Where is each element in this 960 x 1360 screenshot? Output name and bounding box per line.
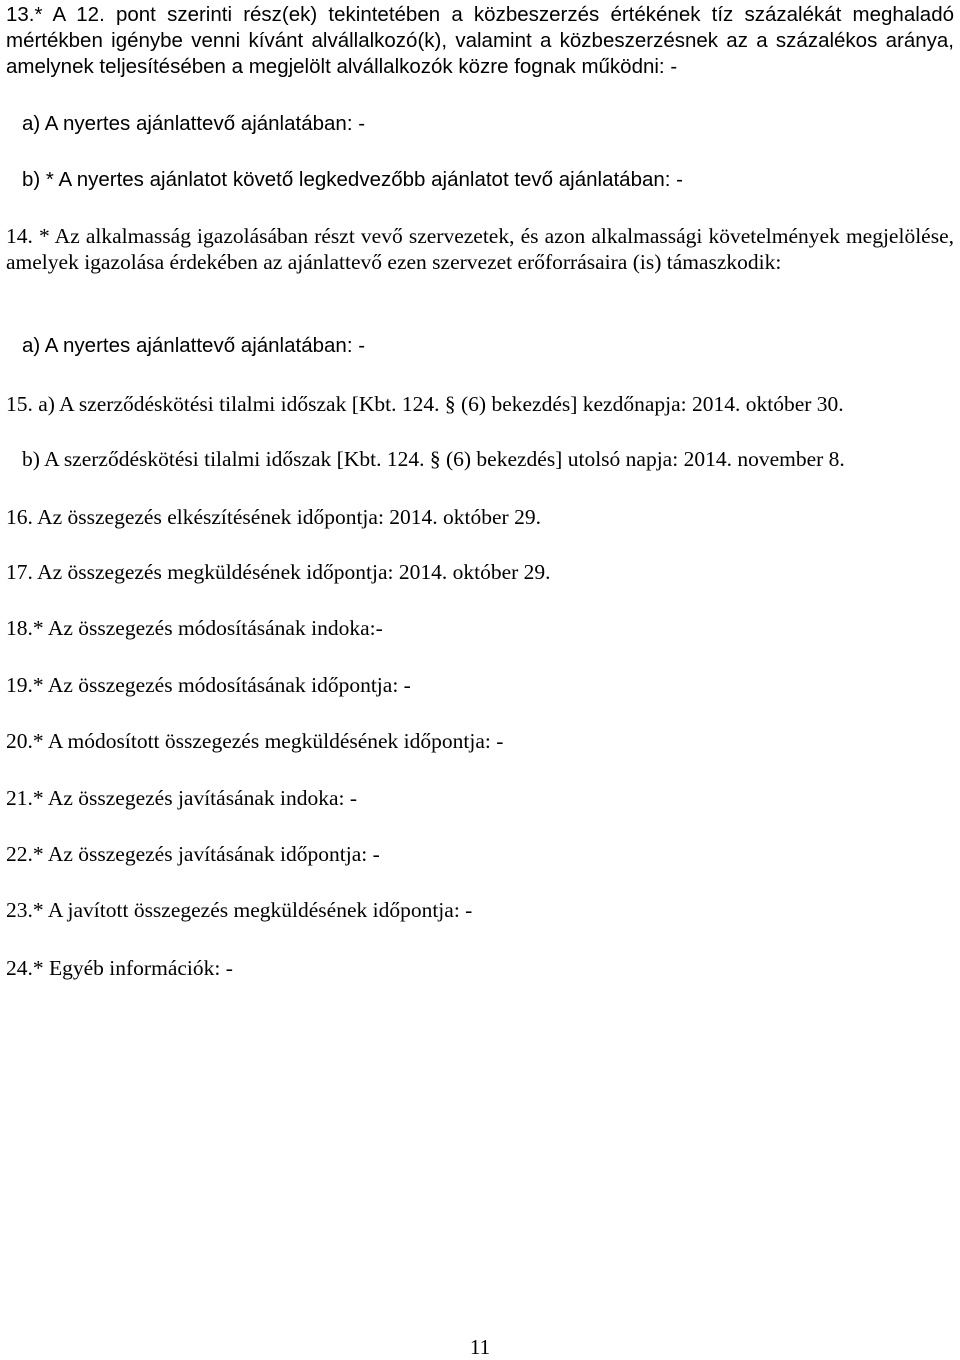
item-18: 18.* Az összegezés módosításának indoka:- bbox=[6, 616, 383, 640]
item-23: 23.* A javított összegezés megküldésének időpontja: - bbox=[6, 898, 473, 922]
item-13-b: b) * A nyertes ajánlatot követő legkedvezőbb ajánlatot tevő ajánlatában: - bbox=[22, 168, 684, 191]
item-14-a: a) A nyertes ajánlattevő ajánlatában: - bbox=[22, 334, 366, 357]
item-16: 16. Az összegezés elkészítésének időpontja: 2014. október 29. bbox=[6, 505, 541, 529]
item-15-a: 15. a) A szerződéskötési tilalmi időszak [Kbt. 124. § (6) bekezdés] kezdőnapja: 2014. október 30. bbox=[6, 392, 844, 416]
item-24: 24.* Egyéb információk: - bbox=[6, 956, 233, 980]
item-13-text: 13.* A 12. pont szerinti rész(ek) tekintetében a közbeszerzés értékének tíz százalékát meghaladó mértékben igénybe venni kívánt alvállalkozó(k), valamint a közbeszerzésnek az a százalékos aránya, amelynek teljesítésében a megjelölt alvállalkozók közre fognak működni: - bbox=[6, 3, 954, 78]
item-22: 22.* Az összegezés javításának időpontja: - bbox=[6, 842, 380, 866]
item-21: 21.* Az összegezés javításának indoka: - bbox=[6, 786, 358, 810]
item-14-text: 14. * Az alkalmasság igazolásában részt vevő szervezetek, és azon alkalmassági követelmények megjelölése, amelyek igazolása érdekében az ajánlattevő ezen szervezet erőforrásaira (is) támaszkodik: bbox=[6, 224, 954, 274]
item-15-b: b) A szerződéskötési tilalmi időszak [Kbt. 124. § (6) bekezdés] utolsó napja: 2014. november 8. bbox=[22, 447, 845, 471]
item-17: 17. Az összegezés megküldésének időpontja: 2014. október 29. bbox=[6, 560, 551, 584]
page-number: 11 bbox=[469, 1335, 491, 1359]
item-19: 19.* Az összegezés módosításának időpontja: - bbox=[6, 673, 411, 697]
item-13-a: a) A nyertes ajánlattevő ajánlatában: - bbox=[22, 112, 366, 135]
item-20: 20.* A módosított összegezés megküldésének időpontja: - bbox=[6, 729, 504, 753]
